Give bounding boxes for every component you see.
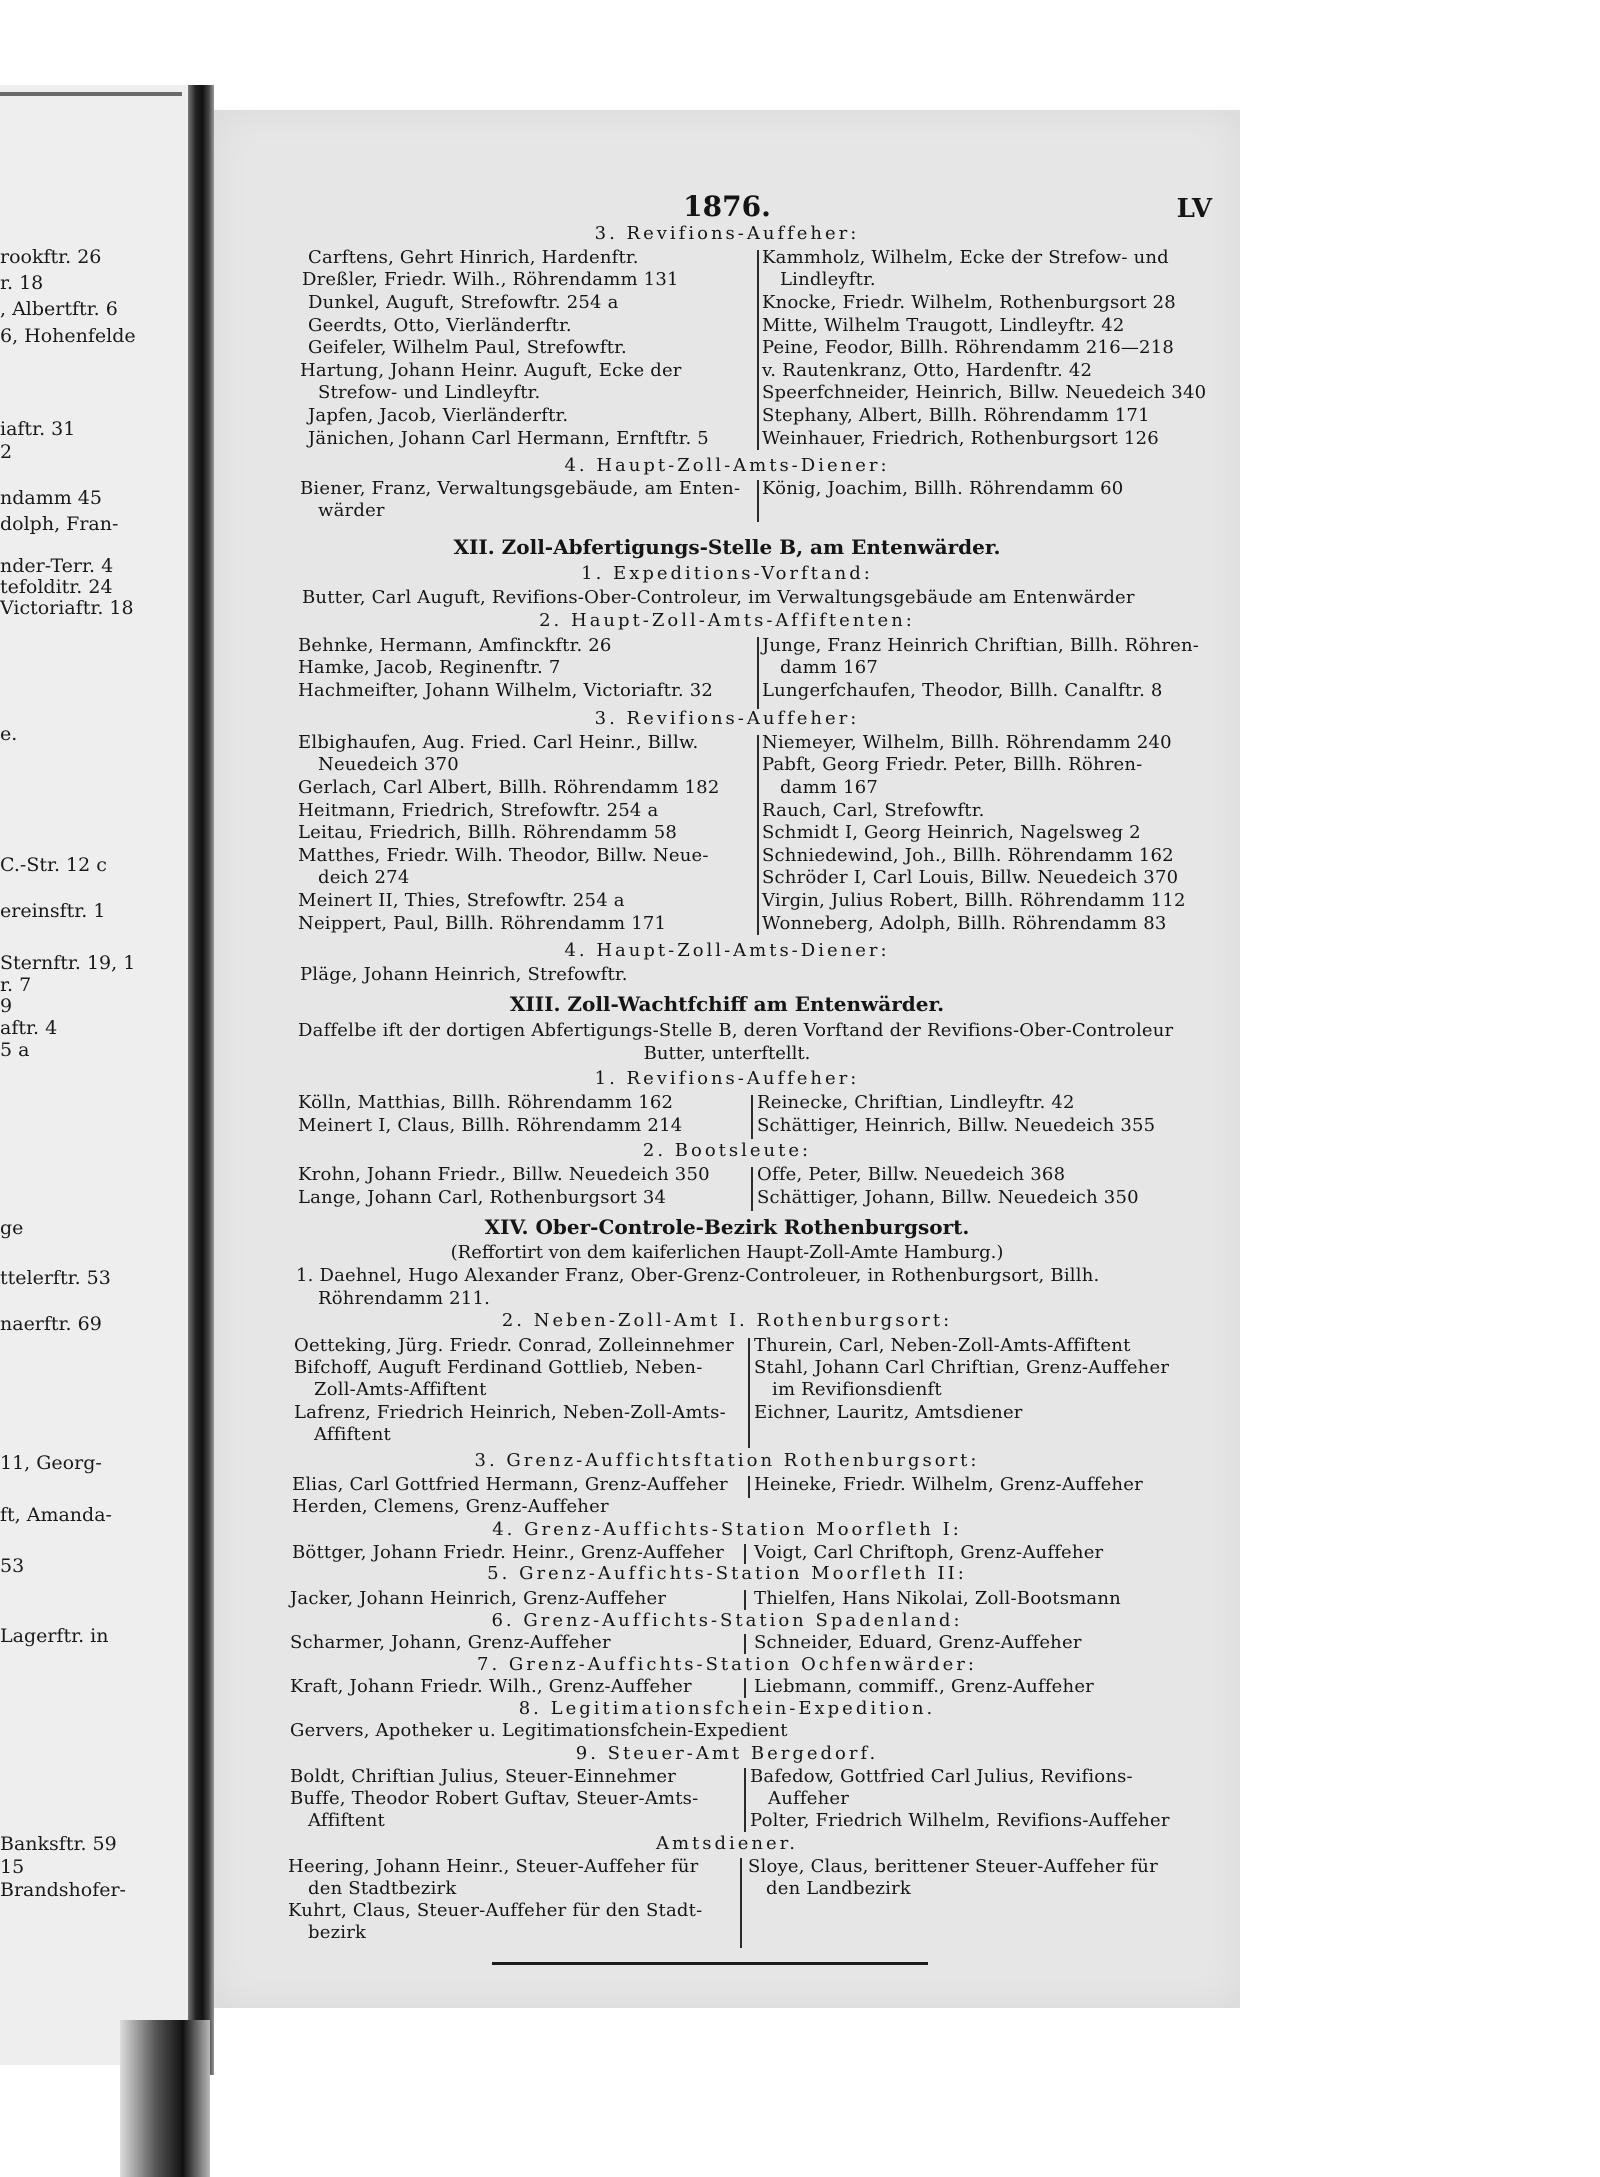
left-fragment-line: ndamm 45 [0,487,102,509]
left-fragment-line: , Albertftr. 6 [0,298,118,320]
entry-left: Hachmeifter, Johann Wilhelm, Victoriaftr. 32 [298,680,714,701]
entry-left: Geifeler, Wilhelm Paul, Strefowftr. [308,337,627,358]
page-year: 1876. [683,190,771,223]
entry-left: Lange, Johann Carl, Rothenburgsort 34 [298,1187,667,1208]
left-fragment-line: aftr. 4 [0,1017,58,1039]
entry-right: Stahl, Johann Carl Chriftian, Grenz-Auffeher [754,1357,1170,1378]
section-heading: 2. Haupt-Zoll-Amts-Affiftenten: [539,610,915,631]
left-fragment-line: ttelerftr. 53 [0,1267,111,1289]
entry-left: Krohn, Johann Friedr., Billw. Neuedeich 350 [298,1164,710,1185]
entry-left: Herden, Clemens, Grenz-Auffeher [292,1496,609,1517]
entry-right: im Revifionsdienft [772,1379,942,1400]
entry-full: Butter, unterftellt. [643,1043,811,1064]
left-fragment-line: Banksftr. 59 [0,1833,117,1855]
entry-right: Polter, Friedrich Wilhelm, Revifions-Auffeher [750,1810,1170,1831]
left-fragment-line: 9 [0,995,13,1017]
entry-right: Liebmann, commiff., Grenz-Auffeher [754,1676,1094,1697]
entry-full: 1. Daehnel, Hugo Alexander Franz, Ober-Grenz-Controleuer, in Rothenburgsort, Billh. [296,1265,1100,1286]
section-heading: 4. Grenz-Auffichts-Station Moorfleth I: [492,1519,962,1540]
entry-left: Kölln, Matthias, Billh. Röhrendamm 162 [298,1092,674,1113]
left-fragment-line: r. 7 [0,974,32,996]
entry-left: Lafrenz, Friedrich Heinrich, Neben-Zoll-Amts- [294,1402,726,1423]
section-heading: 4. Haupt-Zoll-Amts-Diener: [564,940,890,961]
column-divider [748,1338,750,1448]
entry-left: Bifchoff, Auguft Ferdinand Gottlieb, Neben- [294,1357,703,1378]
entry-left: Scharmer, Johann, Grenz-Auffeher [290,1632,611,1653]
column-divider [744,1590,746,1610]
left-fragment-line: C.-Str. 12 c [0,854,107,876]
entry-right: Virgin, Julius Robert, Billh. Röhrendamm 112 [762,890,1186,911]
entry-left: Strefow- und Lindleyftr. [318,382,541,403]
column-divider [751,1167,753,1211]
entry-right: Thurein, Carl, Neben-Zoll-Amts-Affiftent [754,1335,1131,1356]
section-heading: 9. Steuer-Amt Bergedorf. [575,1743,879,1764]
entry-left: Dreßler, Friedr. Wilh., Röhrendamm 131 [302,269,679,290]
entry-left: Oetteking, Jürg. Friedr. Conrad, Zolleinnehmer [294,1335,734,1356]
left-page-edge [0,92,182,96]
chapter-heading: XII. Zoll-Abfertigungs-Stelle B, am Entenwärder. [453,535,1001,559]
column-divider [757,637,759,709]
entry-right: damm 167 [780,657,879,678]
left-fragment-line: ereinsftr. 1 [0,900,106,922]
entry-right: König, Joachim, Billh. Röhrendamm 60 [762,478,1124,499]
entry-full: Daffelbe ift der dortigen Abfertigungs-Stelle B, deren Vorftand der Revifions-Ober-Controleur [298,1020,1174,1041]
entry-right: Niemeyer, Wilhelm, Billh. Röhrendamm 240 [762,732,1172,753]
entry-left: Jacker, Johann Heinrich, Grenz-Auffeher [290,1588,667,1609]
section-heading: 2. Bootsleute: [642,1140,812,1161]
entry-right: Schneider, Eduard, Grenz-Auffeher [754,1632,1082,1653]
entry-left: den Stadtbezirk [308,1878,457,1899]
left-fragment-line: nder-Terr. 4 [0,555,114,577]
section-heading: 3. Revifions-Auffeher: [594,708,860,729]
entry-left: Matthes, Friedr. Wilh. Theodor, Billw. Neue- [298,845,709,866]
column-divider [757,250,759,450]
entry-left: Japfen, Jacob, Vierländerftr. [308,405,569,426]
section-heading: 7. Grenz-Auffichts-Station Ochfenwärder: [477,1654,977,1675]
left-fragment-line: ft, Amanda- [0,1504,112,1526]
book-gutter [188,85,214,2075]
section-heading: 2. Neben-Zoll-Amt I. Rothenburgsort: [501,1310,953,1331]
entry-right: Offe, Peter, Billw. Neuedeich 368 [757,1164,1066,1185]
entry-left: wärder [318,500,385,521]
entry-right: Rauch, Carl, Strefowftr. [762,800,985,821]
section-heading: Amtsdiener. [655,1833,799,1854]
entry-left: Biener, Franz, Verwaltungsgebäude, am Enten- [300,478,741,499]
entry-right: Eichner, Lauritz, Amtsdiener [754,1402,1023,1423]
column-divider [744,1678,746,1698]
section-heading: 1. Expeditions-Vorftand: [581,563,873,584]
left-fragment-line: 2 [0,441,13,463]
chapter-heading: XIV. Ober-Controle-Bezirk Rothenburgsort. [484,1215,970,1239]
entry-left: Neippert, Paul, Billh. Röhrendamm 171 [298,913,667,934]
left-fragment-line: 53 [0,1555,25,1577]
column-divider [751,1095,753,1139]
left-fragment-line: ge [0,1217,24,1239]
entry-left: Kuhrt, Claus, Steuer-Auffeher für den Stadt- [288,1900,703,1921]
section-heading: 8. Legitimationsfchein-Expedition. [518,1698,936,1719]
entry-left: Elias, Carl Gottfried Hermann, Grenz-Auffeher [292,1474,728,1495]
section-heading: 4. Haupt-Zoll-Amts-Diener: [564,455,890,476]
entry-left: Hamke, Jacob, Reginenftr. 7 [298,657,561,678]
entry-right: Schniedewind, Joh., Billh. Röhrendamm 162 [762,845,1174,866]
left-fragment-line: iaftr. 31 [0,418,76,440]
entry-right: Heineke, Friedr. Wilhelm, Grenz-Auffeher [754,1474,1143,1495]
column-divider [744,1768,746,1832]
section-heading: 6. Grenz-Auffichts-Station Spadenland: [491,1610,963,1631]
entry-right: damm 167 [780,777,879,798]
chapter-heading: XIII. Zoll-Wachtfchiff am Entenwärder. [509,992,945,1016]
entry-full: Gervers, Apotheker u. Legitimationsfchein-Expedient [290,1720,788,1741]
entry-right: Bafedow, Gottfried Carl Julius, Revifions- [750,1766,1133,1787]
left-fragment-line: r. 18 [0,272,44,294]
entry-left: Geerdts, Otto, Vierländerftr. [308,315,572,336]
left-fragment-line: 11, Georg- [0,1452,102,1474]
entry-right: Kammholz, Wilhelm, Ecke der Strefow- und [762,247,1169,268]
left-fragment-line: Brandshofer- [0,1879,126,1901]
left-fragment-line: 5 a [0,1039,30,1061]
entry-left: Gerlach, Carl Albert, Billh. Röhrendamm 182 [298,777,720,798]
left-fragment-line: naerftr. 69 [0,1313,102,1335]
left-fragment-line: 15 [0,1856,25,1878]
entry-left: Heitmann, Friedrich, Strefowftr. 254 a [298,800,659,821]
left-fragment-line: dolph, Fran- [0,513,119,535]
entry-right: Schättiger, Johann, Billw. Neuedeich 350 [757,1187,1139,1208]
left-fragment-line: Sternftr. 19, 1 [0,952,136,974]
left-fragment-line: rookftr. 26 [0,246,102,268]
entry-left: bezirk [308,1922,367,1943]
entry-left: Buffe, Theodor Robert Guftav, Steuer-Amts- [290,1788,699,1809]
entry-right: Reinecke, Chriftian, Lindleyftr. 42 [757,1092,1075,1113]
entry-left: Affiftent [308,1810,385,1831]
entry-right: den Landbezirk [766,1878,912,1899]
entry-left: Jänichen, Johann Carl Hermann, Ernftftr. 5 [308,428,709,449]
section-heading: 5. Grenz-Auffichts-Station Moorfleth II: [487,1563,967,1584]
entry-left: Elbighaufen, Aug. Fried. Carl Heinr., Billw. [298,732,699,753]
entry-right: Thielfen, Hans Nikolai, Zoll-Bootsmann [754,1588,1121,1609]
entry-right: Wonneberg, Adolph, Billh. Röhrendamm 83 [762,913,1167,934]
book-gutter-shadow [120,2020,210,2177]
entry-right: Schättiger, Heinrich, Billw. Neuedeich 355 [757,1115,1156,1136]
section-heading: 3. Revifions-Auffeher: [594,223,860,244]
left-fragment-line: Lagerftr. in [0,1625,109,1647]
column-divider [744,1634,746,1654]
entry-left: Dunkel, Auguft, Strefowftr. 254 a [308,292,619,313]
left-fragment-line: tefolditr. 24 [0,576,113,598]
entry-right: Pabft, Georg Friedr. Peter, Billh. Röhren- [762,754,1143,775]
entry-right: Mitte, Wilhelm Traugott, Lindleyftr. 42 [762,315,1125,336]
entry-left: Kraft, Johann Friedr. Wilh., Grenz-Auffeher [290,1676,692,1697]
entry-right: Schmidt I, Georg Heinrich, Nagelsweg 2 [762,822,1141,843]
chapter-subheading: (Reffortirt von dem kaiferlichen Haupt-Zoll-Amte Hamburg.) [450,1242,1004,1263]
left-fragment-line: Victoriaftr. 18 [0,597,134,619]
left-fragment-line: e. [0,723,18,745]
page-number: LV [1176,194,1212,224]
entry-right: Weinhauer, Friedrich, Rothenburgsort 126 [762,428,1159,449]
entry-right: Junge, Franz Heinrich Chriftian, Billh. Röhren- [762,635,1200,656]
entry-left: Böttger, Johann Friedr. Heinr., Grenz-Auffeher [292,1542,725,1563]
entry-right: Lindleyftr. [780,269,876,290]
entry-left: Affiftent [314,1424,391,1445]
entry-right: Schröder I, Carl Louis, Billw. Neuedeich 370 [762,867,1179,888]
entry-left: Carftens, Gehrt Hinrich, Hardenftr. [308,247,639,268]
closing-rule [492,1962,928,1965]
entry-left: Behnke, Hermann, Amfinckftr. 26 [298,635,612,656]
entry-right: Lungerfchaufen, Theodor, Billh. Canalftr. 8 [762,680,1163,701]
entry-full: Butter, Carl Auguft, Revifions-Ober-Controleur, im Verwaltungsgebäude am Entenwärder [302,587,1135,608]
column-divider [757,480,759,522]
left-fragment-line: 6, Hohenfelde [0,325,136,347]
entry-right: Sloye, Claus, berittener Steuer-Auffeher für [748,1856,1158,1877]
entry-right: Speerfchneider, Heinrich, Billw. Neuedeich 340 [762,382,1207,403]
column-divider [744,1544,746,1564]
entry-left: Meinert I, Claus, Billh. Röhrendamm 214 [298,1115,683,1136]
section-heading: 3. Grenz-Auffichtsftation Rothenburgsort: [474,1450,980,1471]
entry-right: Voigt, Carl Chriftoph, Grenz-Auffeher [754,1542,1104,1563]
left-page-fragment [0,85,188,2065]
column-divider [757,735,759,935]
section-heading: 1. Revifions-Auffeher: [594,1068,860,1089]
column-divider [740,1858,742,1948]
entry-right: Knocke, Friedr. Wilhelm, Rothenburgsort 28 [762,292,1176,313]
right-page [214,110,1240,2008]
entry-left: Hartung, Johann Heinr. Auguft, Ecke der [300,360,682,381]
entry-left: Leitau, Friedrich, Billh. Röhrendamm 58 [298,822,678,843]
entry-right: Stephany, Albert, Billh. Röhrendamm 171 [762,405,1150,426]
entry-full: Röhrendamm 211. [318,1288,491,1309]
column-divider [748,1476,750,1498]
entry-left: Boldt, Chriftian Julius, Steuer-Einnehmer [290,1766,677,1787]
entry-left: Neuedeich 370 [318,754,459,775]
entry-right: v. Rautenkranz, Otto, Hardenftr. 42 [762,360,1093,381]
entry-left: deich 274 [318,867,410,888]
entry-full: Pläge, Johann Heinrich, Strefowftr. [300,964,628,985]
entry-left: Heering, Johann Heinr., Steuer-Auffeher für [288,1856,699,1877]
entry-right: Peine, Feodor, Billh. Röhrendamm 216—218 [762,337,1175,358]
entry-right: Auffeher [768,1788,850,1809]
entry-left: Meinert II, Thies, Strefowftr. 254 a [298,890,625,911]
entry-left: Zoll-Amts-Affiftent [314,1379,487,1400]
